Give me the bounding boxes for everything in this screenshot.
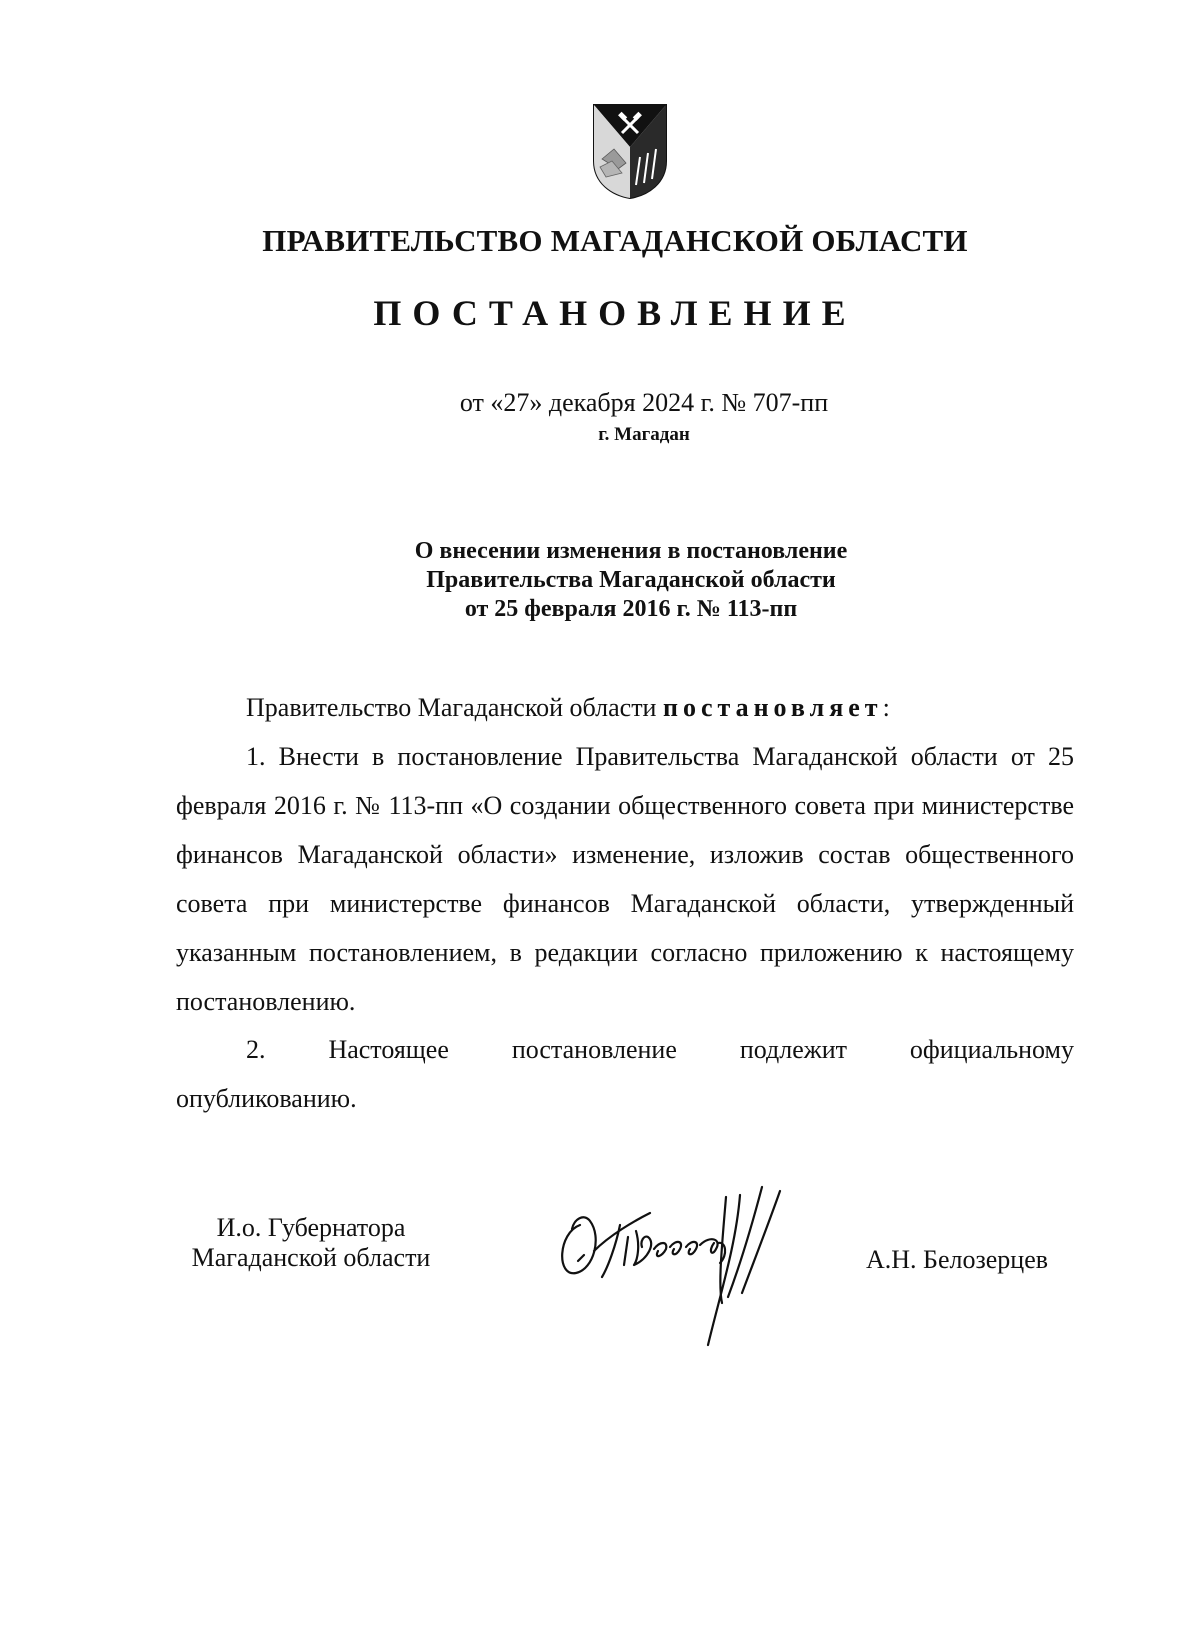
document-date-number: от «27» декабря 2024 г. № 707-пп [459, 388, 829, 417]
preamble-emphasis: постановляет [662, 693, 883, 722]
signatory-name: А.Н. Белозерцев [866, 1245, 1049, 1274]
paragraph-2-continuation: опубликованию. [176, 1084, 357, 1113]
paragraph-2-word: Настоящее [328, 1035, 449, 1064]
handwritten-signature [550, 1185, 820, 1355]
paragraph-1: 1. Внести в постановление Правительства Магаданской области от 25 февраля 2016 г. № 113-пп «О создании общественного совета при министерстве финансов Магаданской области» изменение, изложив состав общественного совета при министерстве финансов Магаданской области, утвержденный указанным постановлением, в редакции согласно приложению к настоящему постановлению. [176, 742, 1074, 1016]
paragraph-2-first-line [176, 1025, 1074, 1074]
signatory-position-line-1: И.о. Губернатора [216, 1213, 406, 1242]
signatory-position-line-2: Магаданской области [191, 1243, 431, 1272]
paragraph-2 [176, 1025, 1074, 1123]
preamble-tail: : [882, 693, 890, 722]
document-subject [0, 537, 1200, 624]
paragraph-2-word: подлежит [739, 1035, 847, 1064]
subject-line-2: Правительства Магаданской области [426, 567, 836, 593]
preamble [176, 683, 1074, 732]
preamble-text: Правительство Магаданской области [246, 693, 663, 722]
subject-line-3: от 25 февраля 2016 г. № 113-пп [464, 596, 798, 622]
subject-line-1: О внесении изменения в постановление [414, 538, 848, 564]
signatory-position [176, 1213, 446, 1273]
paragraph-2-word: постановление [511, 1035, 677, 1064]
paragraph-2-word: официальному [909, 1035, 1074, 1064]
coat-of-arms-icon [592, 103, 668, 199]
paragraph-2-word: 2. [246, 1035, 266, 1064]
document-city: г. Магадан [598, 424, 690, 445]
document-type: ПОСТАНОВЛЕНИЕ [373, 293, 857, 333]
government-title: ПРАВИТЕЛЬСТВО МАГАДАНСКОЙ ОБЛАСТИ [262, 223, 968, 258]
